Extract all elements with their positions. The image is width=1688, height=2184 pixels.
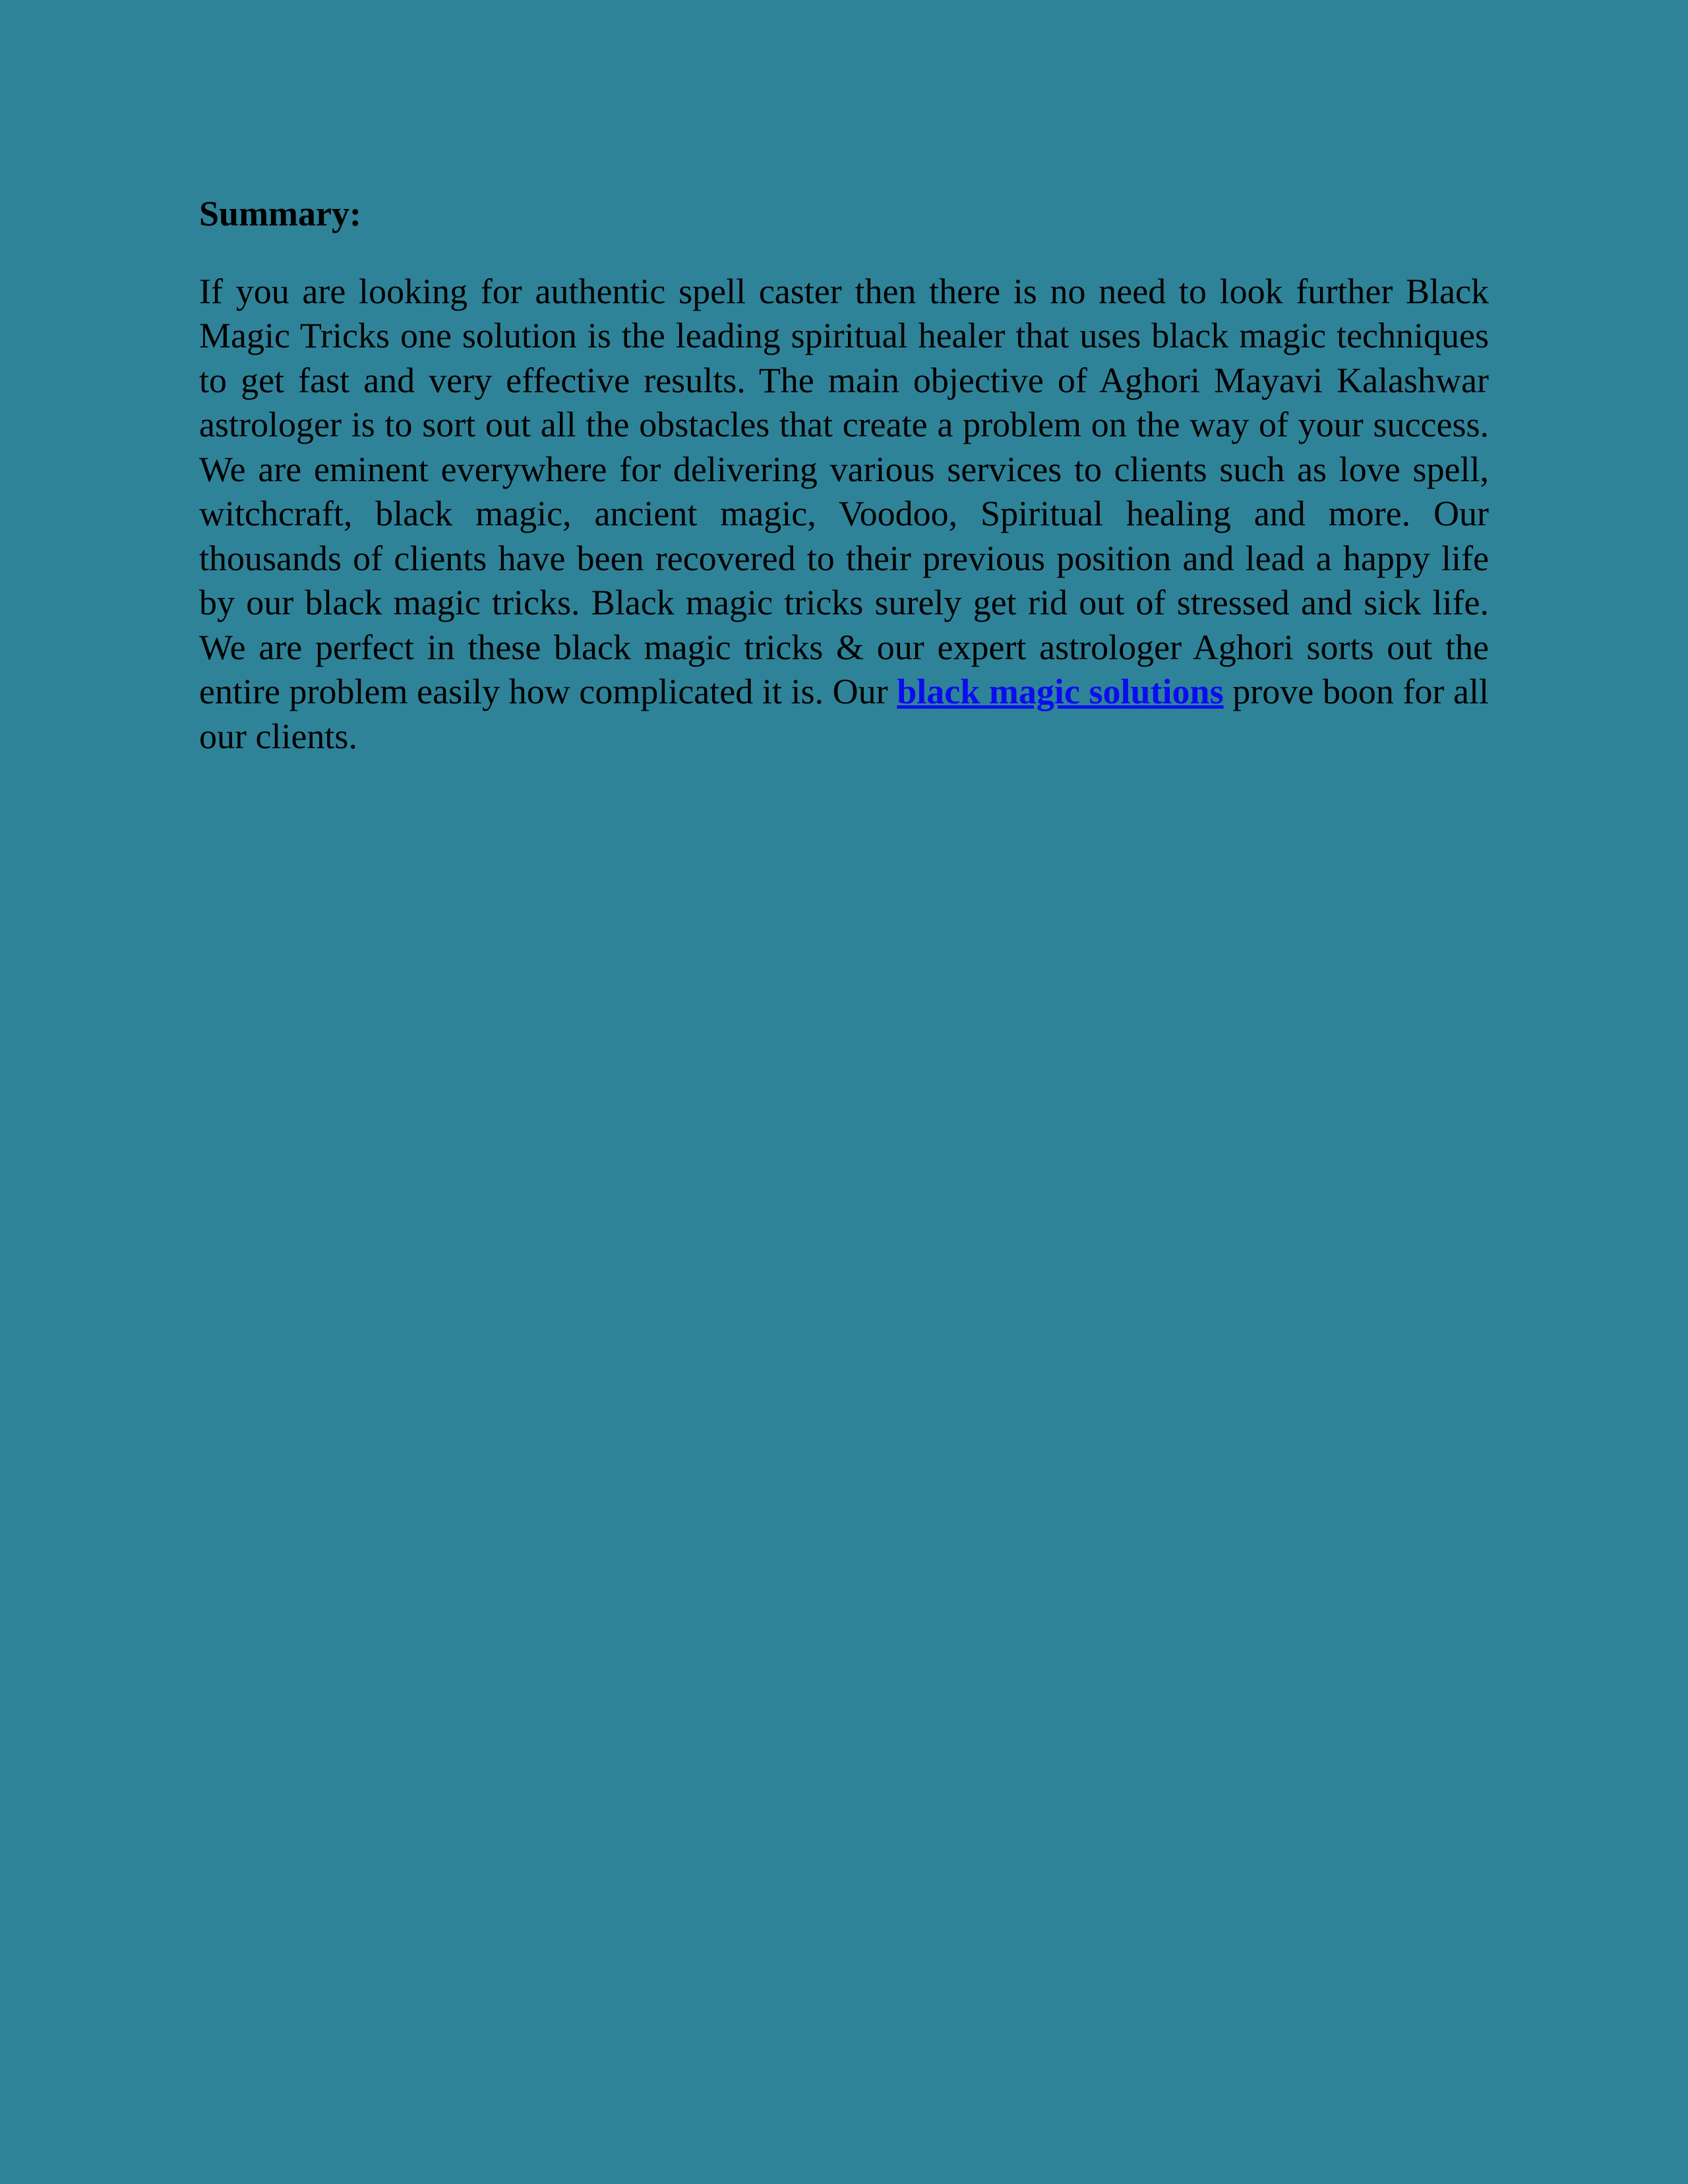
document-page <box>199 192 1489 759</box>
summary-heading: Summary: <box>199 194 361 233</box>
summary-text-before-link: If you are looking for authentic spell caster then there is no need to look further Black Magic Tricks one solution is the leading spiritual healer that uses black magic techniques to get fast and very effective results. The main objective of Aghori Mayavi Kalashwar astrologer is to sort out all the obstacles that create a problem on the way of your success. We are eminent everywhere for delivering various services to clients such as love spell, witchcraft, black magic, ancient magic, Voodoo, Spiritual healing and more. Our thousands of clients have been recovered to their previous position and lead a happy life by our black magic tricks. Black magic tricks surely get rid out of stressed and sick life. We are perfect in these black magic tricks & our expert astrologer Aghori sorts out the entire problem easily how complicated it is. Our <box>199 271 1489 712</box>
black-magic-solutions-link[interactable]: black magic solutions <box>897 672 1224 712</box>
summary-text-after-link: prove boon for all our clients. <box>199 672 1490 756</box>
summary-paragraph <box>199 270 1489 759</box>
